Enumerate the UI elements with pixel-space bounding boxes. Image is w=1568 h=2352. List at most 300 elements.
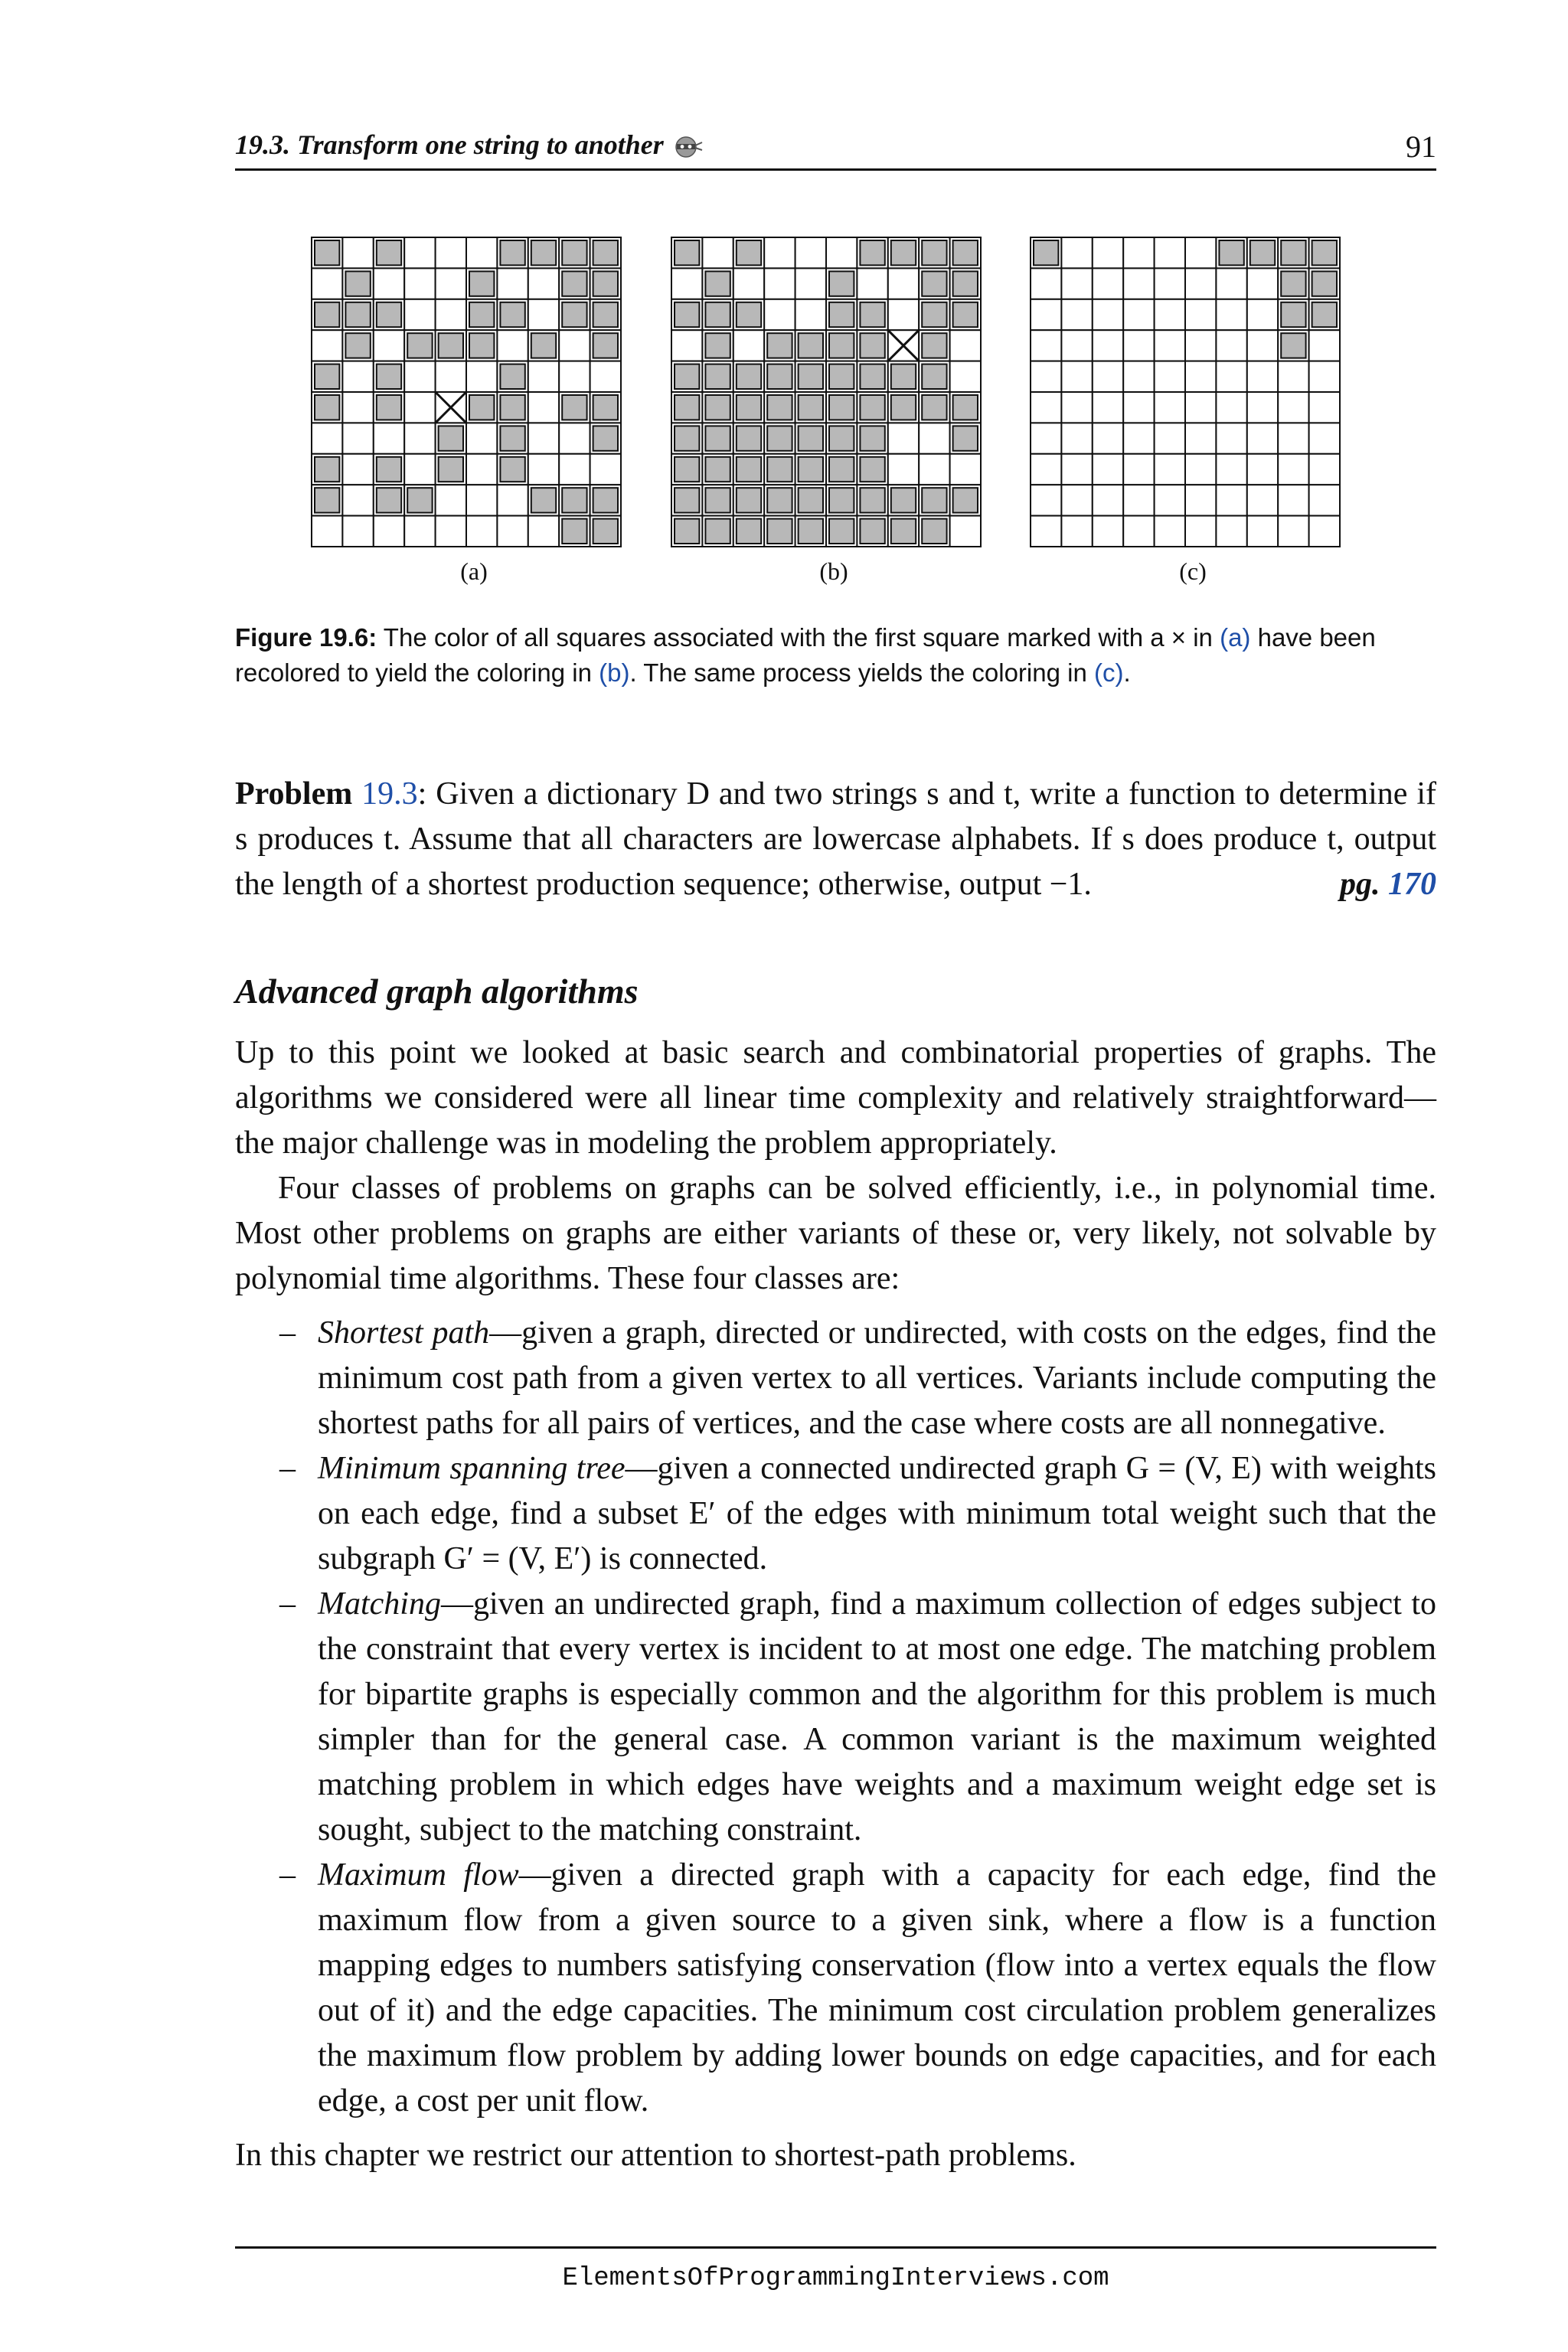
problem-class-list	[235, 1311, 1436, 2124]
grid-cell	[733, 268, 764, 299]
grid-cell	[1309, 485, 1340, 515]
grid-cell	[436, 516, 466, 547]
grid-cell	[404, 299, 435, 330]
grid-cell	[671, 268, 702, 299]
filled-square	[767, 457, 792, 482]
page-footer	[235, 2246, 1436, 2293]
grid-cell	[1247, 299, 1278, 330]
filled-square	[737, 426, 761, 450]
filled-square	[705, 333, 730, 358]
filled-square	[1281, 240, 1305, 265]
filled-square	[593, 271, 618, 296]
grid-cell	[1216, 454, 1246, 485]
grid-cell	[1216, 268, 1246, 299]
grid-cell	[1185, 423, 1216, 453]
grid-cell	[888, 454, 919, 485]
grid-cell	[1247, 485, 1278, 515]
grid-cell	[1185, 361, 1216, 392]
filled-square	[675, 240, 699, 265]
filled-square	[737, 302, 761, 327]
filled-square	[860, 457, 884, 482]
filled-square	[562, 395, 586, 420]
grid-cell	[1309, 454, 1340, 485]
filled-square	[531, 240, 556, 265]
footer-url[interactable]: ElementsOfProgrammingInterviews.com	[562, 2264, 1109, 2293]
grid-cell	[404, 454, 435, 485]
problem-statement	[235, 772, 1436, 907]
filled-square	[1312, 240, 1337, 265]
grid-cell	[1123, 237, 1154, 268]
grid-c	[1029, 236, 1341, 548]
filled-square	[705, 488, 730, 512]
filled-square	[562, 488, 586, 512]
grid-cell	[1309, 516, 1340, 547]
grid-cell	[466, 485, 497, 515]
problem-text: : Given a dictionary D and two strings s and t, write a function to determine if s produces t. Assume that all characters are lowercase alphabets. If s does produce t, output the length of a shortest production sequence; otherwise, output −1.	[235, 776, 1436, 902]
grid-cell	[1216, 423, 1246, 453]
filled-square	[377, 302, 401, 327]
filled-square	[315, 488, 339, 512]
grid-cell	[1278, 516, 1308, 547]
grid-b-label: (b)	[819, 557, 848, 585]
filled-square	[593, 333, 618, 358]
grid-cell	[1031, 423, 1061, 453]
page-ref-number[interactable]: 170	[1388, 867, 1436, 902]
grid-cell	[1061, 454, 1092, 485]
grid-cell	[342, 237, 373, 268]
filled-square	[377, 240, 401, 265]
list-text: —given an undirected graph, find a maximum collection of edges subject to the constraint that every vertex is incident to at most one edge. The matching problem for bipartite graphs is especially common and the algorithm for this problem is much simpler than for the general case. A common variant is the maximum weighted matching problem in which edges have weights and a maximum weight edge set is sought, subject to the matching constraint.	[318, 1586, 1436, 1847]
filled-square	[922, 240, 946, 265]
grid-b	[670, 236, 982, 548]
filled-square	[860, 240, 884, 265]
filled-square	[593, 488, 618, 512]
caption-text-4: .	[1123, 658, 1131, 687]
grid-cell	[1123, 423, 1154, 453]
filled-square	[767, 395, 792, 420]
grid-cell	[404, 392, 435, 423]
problem-label: Problem	[235, 776, 353, 812]
grid-cell	[497, 485, 528, 515]
grid-cell	[374, 423, 404, 453]
filled-square	[922, 364, 946, 389]
filled-square	[799, 395, 823, 420]
filled-square	[737, 519, 761, 544]
grid-cell	[374, 268, 404, 299]
filled-square	[799, 333, 823, 358]
filled-square	[953, 426, 978, 450]
grid-cell	[1031, 268, 1061, 299]
filled-square	[315, 395, 339, 420]
problem-number-link[interactable]: 19.3	[361, 776, 418, 812]
caption-text-3: . The same process yields the coloring in	[629, 658, 1094, 687]
grid-cell	[404, 423, 435, 453]
filled-square	[1219, 240, 1243, 265]
grid-cell	[528, 454, 559, 485]
grid-cell	[1278, 454, 1308, 485]
grid-cell	[342, 485, 373, 515]
grid-cell	[1278, 485, 1308, 515]
filled-square	[593, 519, 618, 544]
filled-square	[767, 426, 792, 450]
grid-cell	[466, 454, 497, 485]
filled-square	[799, 488, 823, 512]
grid-cell	[1247, 330, 1278, 361]
filled-square	[500, 240, 524, 265]
filled-square	[891, 488, 916, 512]
grid-cell	[528, 423, 559, 453]
grid-cell	[559, 361, 590, 392]
filled-square	[675, 457, 699, 482]
grid-cell	[342, 454, 373, 485]
filled-square	[593, 240, 618, 265]
page-header	[235, 126, 1436, 171]
filled-square	[705, 457, 730, 482]
filled-square	[829, 426, 854, 450]
grid-cell	[1247, 268, 1278, 299]
grid-cell	[374, 330, 404, 361]
list-dash: –	[279, 1315, 296, 1351]
grid-cell	[528, 392, 559, 423]
list-item	[235, 1582, 1436, 1853]
caption-text-1: The color of all squares associated with the first square marked with a × in	[377, 623, 1220, 652]
grid-cell	[466, 516, 497, 547]
grid-cell	[826, 237, 857, 268]
filled-square	[1312, 302, 1337, 327]
grid-cell	[1031, 516, 1061, 547]
grid-cell	[795, 268, 826, 299]
grid-cell	[857, 268, 887, 299]
grid-cell	[1216, 485, 1246, 515]
grid-cell	[1123, 330, 1154, 361]
filled-square	[439, 457, 463, 482]
grid-cell	[404, 237, 435, 268]
grid-cell	[1216, 299, 1246, 330]
grid-cell	[1155, 423, 1185, 453]
grid-cell	[1061, 361, 1092, 392]
grid-cell	[497, 516, 528, 547]
filled-square	[407, 488, 432, 512]
list-item	[235, 1446, 1436, 1582]
filled-square	[562, 271, 586, 296]
grid-cell	[795, 299, 826, 330]
grid-cell	[404, 268, 435, 299]
list-term: Matching	[318, 1586, 441, 1622]
filled-square	[675, 395, 699, 420]
filled-square	[675, 488, 699, 512]
filled-square	[377, 364, 401, 389]
grid-cell	[436, 268, 466, 299]
list-item	[235, 1311, 1436, 1446]
filled-square	[439, 426, 463, 450]
grid-cell	[1093, 299, 1123, 330]
filled-square	[469, 271, 494, 296]
grid-cell	[1309, 361, 1340, 392]
section-title	[235, 129, 704, 165]
filled-square	[531, 333, 556, 358]
caption-text-2: have been recolored to yield the coloring in	[235, 623, 1376, 687]
filled-square	[829, 333, 854, 358]
grid-cell	[1061, 516, 1092, 547]
filled-square	[860, 364, 884, 389]
filled-square	[439, 333, 463, 358]
filled-square	[922, 302, 946, 327]
grid-cell	[1123, 392, 1154, 423]
grid-cell	[590, 361, 621, 392]
filled-square	[345, 302, 370, 327]
grid-cell	[1061, 485, 1092, 515]
grid-cell	[1155, 485, 1185, 515]
grid-cell	[950, 516, 981, 547]
filled-square	[829, 519, 854, 544]
grid-cell	[919, 454, 949, 485]
filled-square	[469, 302, 494, 327]
filled-square	[737, 364, 761, 389]
grid-cell	[1031, 454, 1061, 485]
grid-cell	[950, 330, 981, 361]
caption-ref-a[interactable]: (a)	[1220, 623, 1251, 652]
filled-square	[377, 488, 401, 512]
filled-square	[705, 395, 730, 420]
filled-square	[500, 426, 524, 450]
filled-square	[500, 457, 524, 482]
filled-square	[593, 395, 618, 420]
grid-cell	[919, 423, 949, 453]
page-ref-prefix: pg.	[1340, 867, 1380, 902]
grid-cell	[312, 268, 342, 299]
filled-square	[891, 364, 916, 389]
filled-square	[799, 457, 823, 482]
filled-square	[1281, 271, 1305, 296]
caption-ref-c[interactable]: (c)	[1093, 658, 1124, 687]
grid-cell	[1123, 454, 1154, 485]
grid-cell	[1061, 392, 1092, 423]
grid-cell	[528, 268, 559, 299]
grid-cell	[1093, 423, 1123, 453]
grid-cell	[1155, 268, 1185, 299]
filled-square	[922, 519, 946, 544]
grid-cell	[342, 516, 373, 547]
problem-page-ref[interactable]	[1340, 862, 1436, 907]
list-term: Minimum spanning tree	[318, 1451, 626, 1486]
list-term: Maximum flow	[318, 1857, 519, 1893]
grid-cell	[1031, 330, 1061, 361]
paragraph-intro: Up to this point we looked at basic search and combinatorial properties of graphs. The algorithms we considered were all linear time complexity and relatively straightforward—the major challenge was in modeling the problem appropriately.	[235, 1035, 1436, 1161]
grid-cell	[1155, 361, 1185, 392]
grid-cell	[1093, 268, 1123, 299]
filled-square	[922, 395, 946, 420]
filled-square	[500, 364, 524, 389]
filled-square	[922, 488, 946, 512]
filled-square	[767, 488, 792, 512]
grid-cell	[436, 237, 466, 268]
section-title-text: 19.3. Transform one string to another	[235, 129, 664, 160]
page-number: 91	[1406, 129, 1436, 164]
paragraph-classes: Four classes of problems on graphs can be solved efficiently, i.e., in polynomial time. Most other problems on graphs are either variants of these or, very likely, not solvable by polynomial time algorithms. These four classes are:	[235, 1171, 1436, 1296]
grid-cell	[888, 423, 919, 453]
filled-square	[860, 395, 884, 420]
filled-square	[860, 519, 884, 544]
grid-cell	[1031, 485, 1061, 515]
grid-cell	[1185, 237, 1216, 268]
grid-cell	[559, 454, 590, 485]
grid-cell	[733, 330, 764, 361]
grid-cell	[1093, 330, 1123, 361]
filled-square	[767, 364, 792, 389]
grid-cell	[1185, 392, 1216, 423]
grid-cell	[702, 237, 733, 268]
grid-cell	[1123, 299, 1154, 330]
grid-cell	[1155, 516, 1185, 547]
grid-cell	[436, 361, 466, 392]
grid-cell	[1216, 516, 1246, 547]
list-dash: –	[279, 1586, 296, 1622]
filled-square	[705, 364, 730, 389]
grid-cell	[1123, 485, 1154, 515]
grid-cell	[764, 299, 795, 330]
grid-cell	[1061, 330, 1092, 361]
filled-square	[1312, 271, 1337, 296]
grid-cell	[1185, 454, 1216, 485]
grid-cell	[1155, 299, 1185, 330]
list-dash: –	[279, 1451, 296, 1486]
filled-square	[377, 457, 401, 482]
grid-cell	[1185, 485, 1216, 515]
filled-square	[593, 426, 618, 450]
filled-square	[1034, 240, 1058, 265]
filled-square	[799, 364, 823, 389]
caption-label: Figure 19.6:	[235, 623, 377, 652]
grid-cell	[342, 361, 373, 392]
grid-cell	[888, 268, 919, 299]
filled-square	[953, 271, 978, 296]
filled-square	[345, 333, 370, 358]
grid-cell	[1247, 423, 1278, 453]
grid-cell	[1093, 485, 1123, 515]
grid-cell	[1061, 423, 1092, 453]
grid-cell	[1216, 361, 1246, 392]
filled-square	[922, 271, 946, 296]
filled-square	[767, 519, 792, 544]
list-text: —given a graph, directed or undirected, with costs on the edges, find the minimum cost path from a given vertex to all vertices. Variants include computing the shortest paths for all pairs of vertices, and the case where costs are all nonnegative.	[318, 1315, 1437, 1441]
paragraph-closing: In this chapter we restrict our attention to shortest-path problems.	[235, 2138, 1076, 2173]
filled-square	[891, 395, 916, 420]
filled-square	[377, 395, 401, 420]
ninja-icon	[675, 133, 704, 165]
figure-caption	[235, 620, 1436, 691]
filled-square	[407, 333, 432, 358]
filled-square	[675, 426, 699, 450]
grid-cell	[528, 516, 559, 547]
filled-square	[829, 364, 854, 389]
filled-square	[675, 519, 699, 544]
grid-cell	[1061, 299, 1092, 330]
grid-cell	[1278, 392, 1308, 423]
list-text: —given a connected undirected graph G = (V, E) with weights on each edge, find a subset E′ of the edges with minimum total weight such that the subgraph G′ = (V, E′) is connected.	[318, 1451, 1436, 1576]
caption-ref-b[interactable]: (b)	[599, 658, 630, 687]
grid-a	[310, 236, 622, 548]
grid-cell	[1123, 268, 1154, 299]
filled-square	[1281, 333, 1305, 358]
filled-square	[860, 302, 884, 327]
filled-square	[562, 519, 586, 544]
grid-cell	[950, 361, 981, 392]
filled-square	[737, 240, 761, 265]
grid-cell	[1061, 237, 1092, 268]
filled-square	[705, 426, 730, 450]
grid-cell	[795, 237, 826, 268]
grid-cell	[1155, 454, 1185, 485]
grid-cell	[1123, 361, 1154, 392]
grid-cell	[1247, 516, 1278, 547]
filled-square	[500, 395, 524, 420]
grid-cell	[1093, 516, 1123, 547]
grid-cell	[1309, 392, 1340, 423]
filled-square	[829, 302, 854, 327]
filled-square	[500, 302, 524, 327]
filled-square	[860, 333, 884, 358]
grid-cell	[1155, 392, 1185, 423]
filled-square	[675, 302, 699, 327]
grid-cell	[590, 454, 621, 485]
grid-cell	[559, 423, 590, 453]
filled-square	[767, 333, 792, 358]
grid-cell	[950, 454, 981, 485]
filled-square	[1281, 302, 1305, 327]
grid-cell	[466, 361, 497, 392]
grid-cell	[1123, 516, 1154, 547]
filled-square	[469, 395, 494, 420]
filled-square	[531, 488, 556, 512]
filled-square	[315, 457, 339, 482]
filled-square	[705, 271, 730, 296]
grid-cell	[1216, 392, 1246, 423]
list-text: —given a directed graph with a capacity for each edge, find the maximum flow from a given source to a given sink, where a flow is a function mapping edges to numbers satisfying conservation (flow into a vertex equals the flow out of it) and the edge capacities. The minimum cost circulation problem generalizes the maximum flow problem by adding lower bounds on edge capacities, and for each edge, a cost per unit flow.	[318, 1857, 1436, 2118]
filled-square	[469, 333, 494, 358]
grid-cell	[312, 330, 342, 361]
filled-square	[860, 488, 884, 512]
filled-square	[953, 302, 978, 327]
grid-cell	[1093, 454, 1123, 485]
filled-square	[799, 519, 823, 544]
grid-cell	[342, 423, 373, 453]
grid-cell	[1247, 361, 1278, 392]
grid-cell	[312, 423, 342, 453]
grid-cell	[436, 485, 466, 515]
section-body	[235, 1031, 1436, 2178]
filled-square	[593, 302, 618, 327]
grid-cell	[1155, 330, 1185, 361]
filled-square	[315, 240, 339, 265]
grid-cell	[466, 237, 497, 268]
grid-cell	[374, 516, 404, 547]
grid-cell	[528, 361, 559, 392]
grid-c-wrap	[1029, 236, 1341, 552]
filled-square	[829, 488, 854, 512]
grid-a-label: (a)	[460, 557, 488, 585]
filled-square	[315, 302, 339, 327]
grid-b-wrap	[670, 236, 982, 552]
grid-cell	[1309, 423, 1340, 453]
grid-cell	[312, 516, 342, 547]
grid-cell	[1247, 454, 1278, 485]
filled-square	[953, 488, 978, 512]
grid-cell	[1185, 516, 1216, 547]
list-dash: –	[279, 1857, 296, 1893]
filled-square	[737, 457, 761, 482]
filled-square	[891, 519, 916, 544]
grid-cell	[404, 361, 435, 392]
